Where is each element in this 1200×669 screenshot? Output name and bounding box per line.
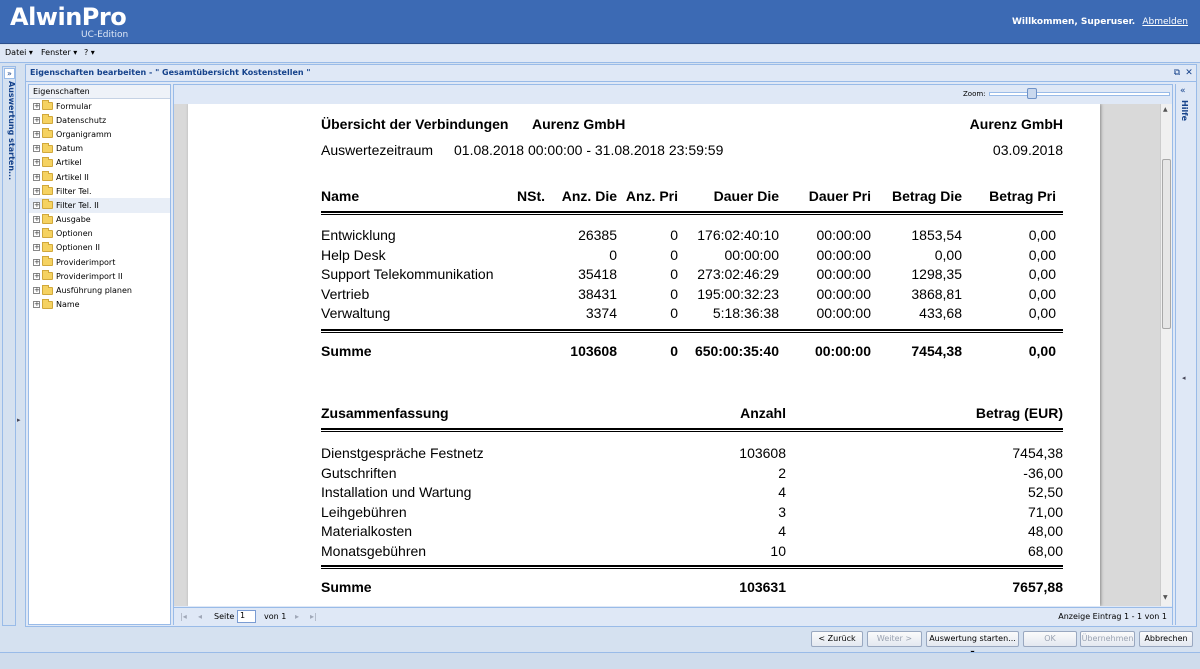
table-cell: 0 [609,246,617,263]
paging-toolbar [174,607,1172,625]
back-button[interactable]: < Zurück [811,631,863,647]
page-of: von 1 [264,612,287,621]
table-cell: Verwaltung [321,305,391,321]
app-header [0,0,1200,44]
report-viewer [173,84,1173,625]
restore-icon[interactable]: ⧉ [1173,68,1181,78]
welcome-area [1012,17,1188,27]
expand-plus-icon[interactable]: + [34,257,40,266]
tree-item-label: Providerimport II [56,271,123,281]
report-company: Aurenz GmbH [532,116,626,132]
period-value: 01.08.2018 00:00:00 - 31.08.2018 23:59:59 [454,142,724,158]
folder-icon [42,173,53,181]
display-info: Anzeige Eintrag 1 - 1 von 1 [1058,612,1167,621]
tree-item[interactable] [29,283,170,297]
tree-item[interactable] [29,127,170,141]
expand-plus-icon[interactable]: + [34,115,40,124]
folder-icon [42,244,53,252]
tree-item[interactable] [29,213,170,227]
tree-item[interactable] [29,156,170,170]
zoom-slider-thumb[interactable] [1027,88,1037,99]
folder-icon [42,287,53,295]
sum-cell: 00:00:00 [814,343,871,359]
table-cell: 38431 [578,285,617,302]
summary-cell: Installation und Wartung [321,484,472,500]
tree-item[interactable] [29,241,170,255]
summary-cell: 3 [778,503,786,520]
table-cell: 00:00:00 [816,305,871,321]
zoom-label: Zoom: [963,90,986,98]
table-cell: 0 [670,266,678,282]
sum-cell: Summe [321,343,372,359]
tree-item[interactable] [29,269,170,283]
table-cell: Help Desk [321,246,386,263]
tree-item[interactable] [29,99,170,113]
expand-plus-icon[interactable]: + [34,200,40,209]
column-header: Betrag Pri [989,188,1056,204]
summary-cell: 71,00 [1027,503,1063,520]
table-cell: 0 [670,227,678,243]
expand-plus-icon[interactable]: + [34,186,40,195]
scroll-up-icon[interactable]: ▲ [1163,106,1168,113]
report-canvas [174,104,1160,606]
zoom-bar [174,85,1172,103]
tree-item-label: Optionen [56,229,93,239]
tree-item[interactable] [29,170,170,184]
summary-cell: 103608 [739,445,786,461]
apply-button[interactable]: Übernehmen [1080,631,1135,647]
logout-link[interactable]: Abmelden [1142,17,1188,27]
table-cell: 0,00 [1028,285,1056,302]
scroll-down-icon[interactable]: ▼ [1163,594,1168,601]
column-header: Dauer Pri [808,188,871,204]
table-cell: 0,00 [934,246,962,263]
cancel-button[interactable]: Abbrechen [1139,631,1193,647]
summary-cell: 7454,38 [1012,445,1063,461]
table-cell: 0,00 [1028,246,1056,263]
summary-cell: 2 [778,464,786,481]
report-date: 03.09.2018 [992,142,1063,158]
summary-header-divider [321,428,1063,432]
report-page [188,104,1100,606]
splitter-arrow-icon[interactable]: ▸ [17,416,21,424]
summary-cell: 48,00 [1027,523,1063,539]
summary-column-header: Zusammenfassung [321,405,449,421]
first-page-icon[interactable]: |◂ [180,612,187,621]
expand-plus-icon[interactable]: + [34,243,40,252]
right-splitter-arrow-icon[interactable]: ◂ [1182,374,1186,382]
expand-plus-icon[interactable]: + [34,229,40,238]
summary-sum-cell: Summe [321,579,372,595]
summary-cell: 68,00 [1027,542,1063,559]
table-cell: 35418 [578,266,617,282]
folder-icon [42,102,53,110]
summary-cell: 4 [778,484,786,500]
tree-item-label: Artikel II [56,172,89,182]
table-cell: 0,00 [1028,305,1056,321]
folder-icon [42,301,53,309]
summary-sum-cell: 103631 [739,579,786,595]
expand-plus-icon[interactable]: + [34,300,40,309]
table-cell: 0,00 [1028,266,1056,282]
panel-title: Eigenschaften bearbeiten - " Gesamtübersicht Kostenstellen " [30,68,311,77]
tree-item-label: Formular [56,101,92,111]
tree-item-label: Organigramm [56,129,112,139]
folder-icon [42,130,53,138]
summary-cell: 4 [778,523,786,539]
last-page-icon[interactable]: ▸| [310,612,317,621]
tree-item-label: Optionen II [56,243,100,253]
menu-fenster[interactable]: Fenster ▾ [41,48,78,57]
folder-icon [42,272,53,280]
table-cell: 195:00:32:23 [697,285,779,302]
summary-cell: Leihgebühren [321,503,407,520]
table-cell: 00:00:00 [724,246,779,263]
next-page-icon[interactable]: ▸ [295,612,300,621]
expand-plus-icon[interactable]: + [34,129,40,138]
vertical-scrollbar[interactable] [1160,104,1172,606]
sum-cell: 0,00 [1028,343,1056,359]
app-logo: AlwinPro [10,3,127,31]
table-cell: 00:00:00 [816,227,871,243]
left-panel-label[interactable]: Auswertung starten... [7,81,16,181]
report-title: Übersicht der Verbindungen [321,116,509,132]
sum-cell: 650:00:35:40 [694,343,779,359]
tree-item-label: Datenschutz [56,115,107,125]
tree-item-label: Providerimport [56,257,116,267]
folder-icon [42,216,53,224]
period-label: Auswertezeitraum [321,142,434,158]
expand-plus-icon[interactable]: + [34,215,40,224]
report-company-right: Aurenz GmbH [969,116,1063,132]
tree-item[interactable] [29,298,170,312]
tree-item-label: Artikel [56,158,82,168]
expand-plus-icon[interactable]: + [34,286,40,295]
header-divider [321,211,1063,215]
menu-bar [0,45,1200,63]
column-header: Betrag Die [891,188,962,204]
table-cell: 3374 [585,305,617,321]
table-cell: 0 [670,246,678,263]
table-cell: 433,68 [919,305,962,321]
folder-icon [42,230,53,238]
right-collapsed-panel [1175,84,1195,625]
properties-header: Eigenschaften [29,85,170,99]
tree-item-label: Filter Tel. [56,186,92,196]
column-header: Dauer Die [713,188,779,204]
scroll-thumb[interactable] [1162,159,1171,329]
table-cell: 3868,81 [911,285,962,302]
table-cell: 00:00:00 [816,266,871,282]
properties-tree [28,84,171,625]
expand-right-icon[interactable]: « [1180,86,1186,96]
menu-help[interactable]: ? ▾ [84,48,95,57]
next-button[interactable]: Weiter > [867,631,922,647]
summary-cell: 52,50 [1027,484,1063,500]
table-cell: 00:00:00 [816,246,871,263]
summary-cell: Materialkosten [321,523,413,539]
main-panel [25,64,1197,627]
table-cell: 0,00 [1028,227,1056,243]
tree-item-label: Ausführung planen [56,286,132,296]
expand-plus-icon[interactable]: + [34,158,40,167]
tree-item-label: Filter Tel. II [56,200,99,210]
menu-datei[interactable]: Datei ▾ [5,48,33,57]
tree-item-label: Name [56,300,80,310]
table-cell: 00:00:00 [816,285,871,302]
expand-left-icon[interactable]: » [4,68,15,79]
tree-item-label: Datum [56,144,84,154]
table-cell: 5:18:36:38 [712,305,779,321]
summary-cell: -36,00 [1023,464,1063,481]
app-logo-subtitle: UC-Edition [81,30,129,40]
expand-plus-icon[interactable]: + [34,101,40,110]
prev-page-icon[interactable]: ◂ [198,612,203,621]
tree-item[interactable] [29,113,170,127]
page-input[interactable]: 1 [237,610,256,623]
welcome-text: Willkommen, Superuser. [1011,17,1136,27]
summary-cell: 10 [770,542,786,559]
summary-sum-divider [321,565,1063,569]
ok-button[interactable]: OK [1023,631,1077,647]
folder-icon [42,187,53,195]
help-panel-label[interactable]: Hilfe [1180,100,1189,122]
table-cell: 273:02:46:29 [697,266,779,282]
panel-title-bar [26,65,1196,82]
tree-item[interactable] [29,142,170,156]
folder-icon [42,258,53,266]
summary-column-header: Betrag (EUR) [975,405,1063,421]
summary-column-header: Anzahl [740,405,786,421]
sum-divider [321,329,1063,333]
table-cell: Entwicklung [321,227,396,243]
summary-sum-cell: 7657,88 [1012,579,1063,595]
sum-cell: 7454,38 [911,343,962,359]
column-header: Anz. Die [561,188,617,204]
folder-icon [42,145,53,153]
table-cell: 0 [670,285,678,302]
left-collapsed-panel [2,66,16,626]
expand-plus-icon[interactable]: + [34,172,40,181]
table-cell: 176:02:40:10 [697,227,779,243]
folder-icon [42,201,53,209]
table-cell: 0 [670,305,678,321]
zoom-slider-track[interactable] [989,92,1170,96]
summary-cell: Monatsgebühren [321,542,427,559]
sum-cell: 0 [670,343,678,359]
table-cell: 26385 [578,227,617,243]
tree-item[interactable] [29,198,170,212]
tree-item[interactable] [29,255,170,269]
column-header: Anz. Pri [625,188,678,204]
expand-plus-icon[interactable]: + [34,144,40,153]
table-cell: Support Telekommunikation [321,266,494,282]
table-cell: 1853,54 [911,227,962,243]
table-cell: 1298,35 [911,266,962,282]
tree-item[interactable] [29,184,170,198]
sum-cell: 103608 [570,343,617,359]
column-header: Name [321,188,360,204]
status-bar [0,652,1200,669]
column-header: NSt. [517,188,545,204]
folder-icon [42,116,53,124]
page-label: Seite [214,612,235,621]
summary-cell: Gutschriften [321,464,397,481]
start-evaluation-button[interactable]: Auswertung starten... [926,631,1019,647]
tree-item[interactable] [29,227,170,241]
left-splitter[interactable] [16,66,24,626]
close-icon[interactable]: ✕ [1185,68,1193,78]
tree-item-label: Ausgabe [56,215,91,225]
table-cell: Vertrieb [321,285,370,302]
folder-icon [42,159,53,167]
expand-plus-icon[interactable]: + [34,271,40,280]
summary-cell: Dienstgespräche Festnetz [321,445,484,461]
